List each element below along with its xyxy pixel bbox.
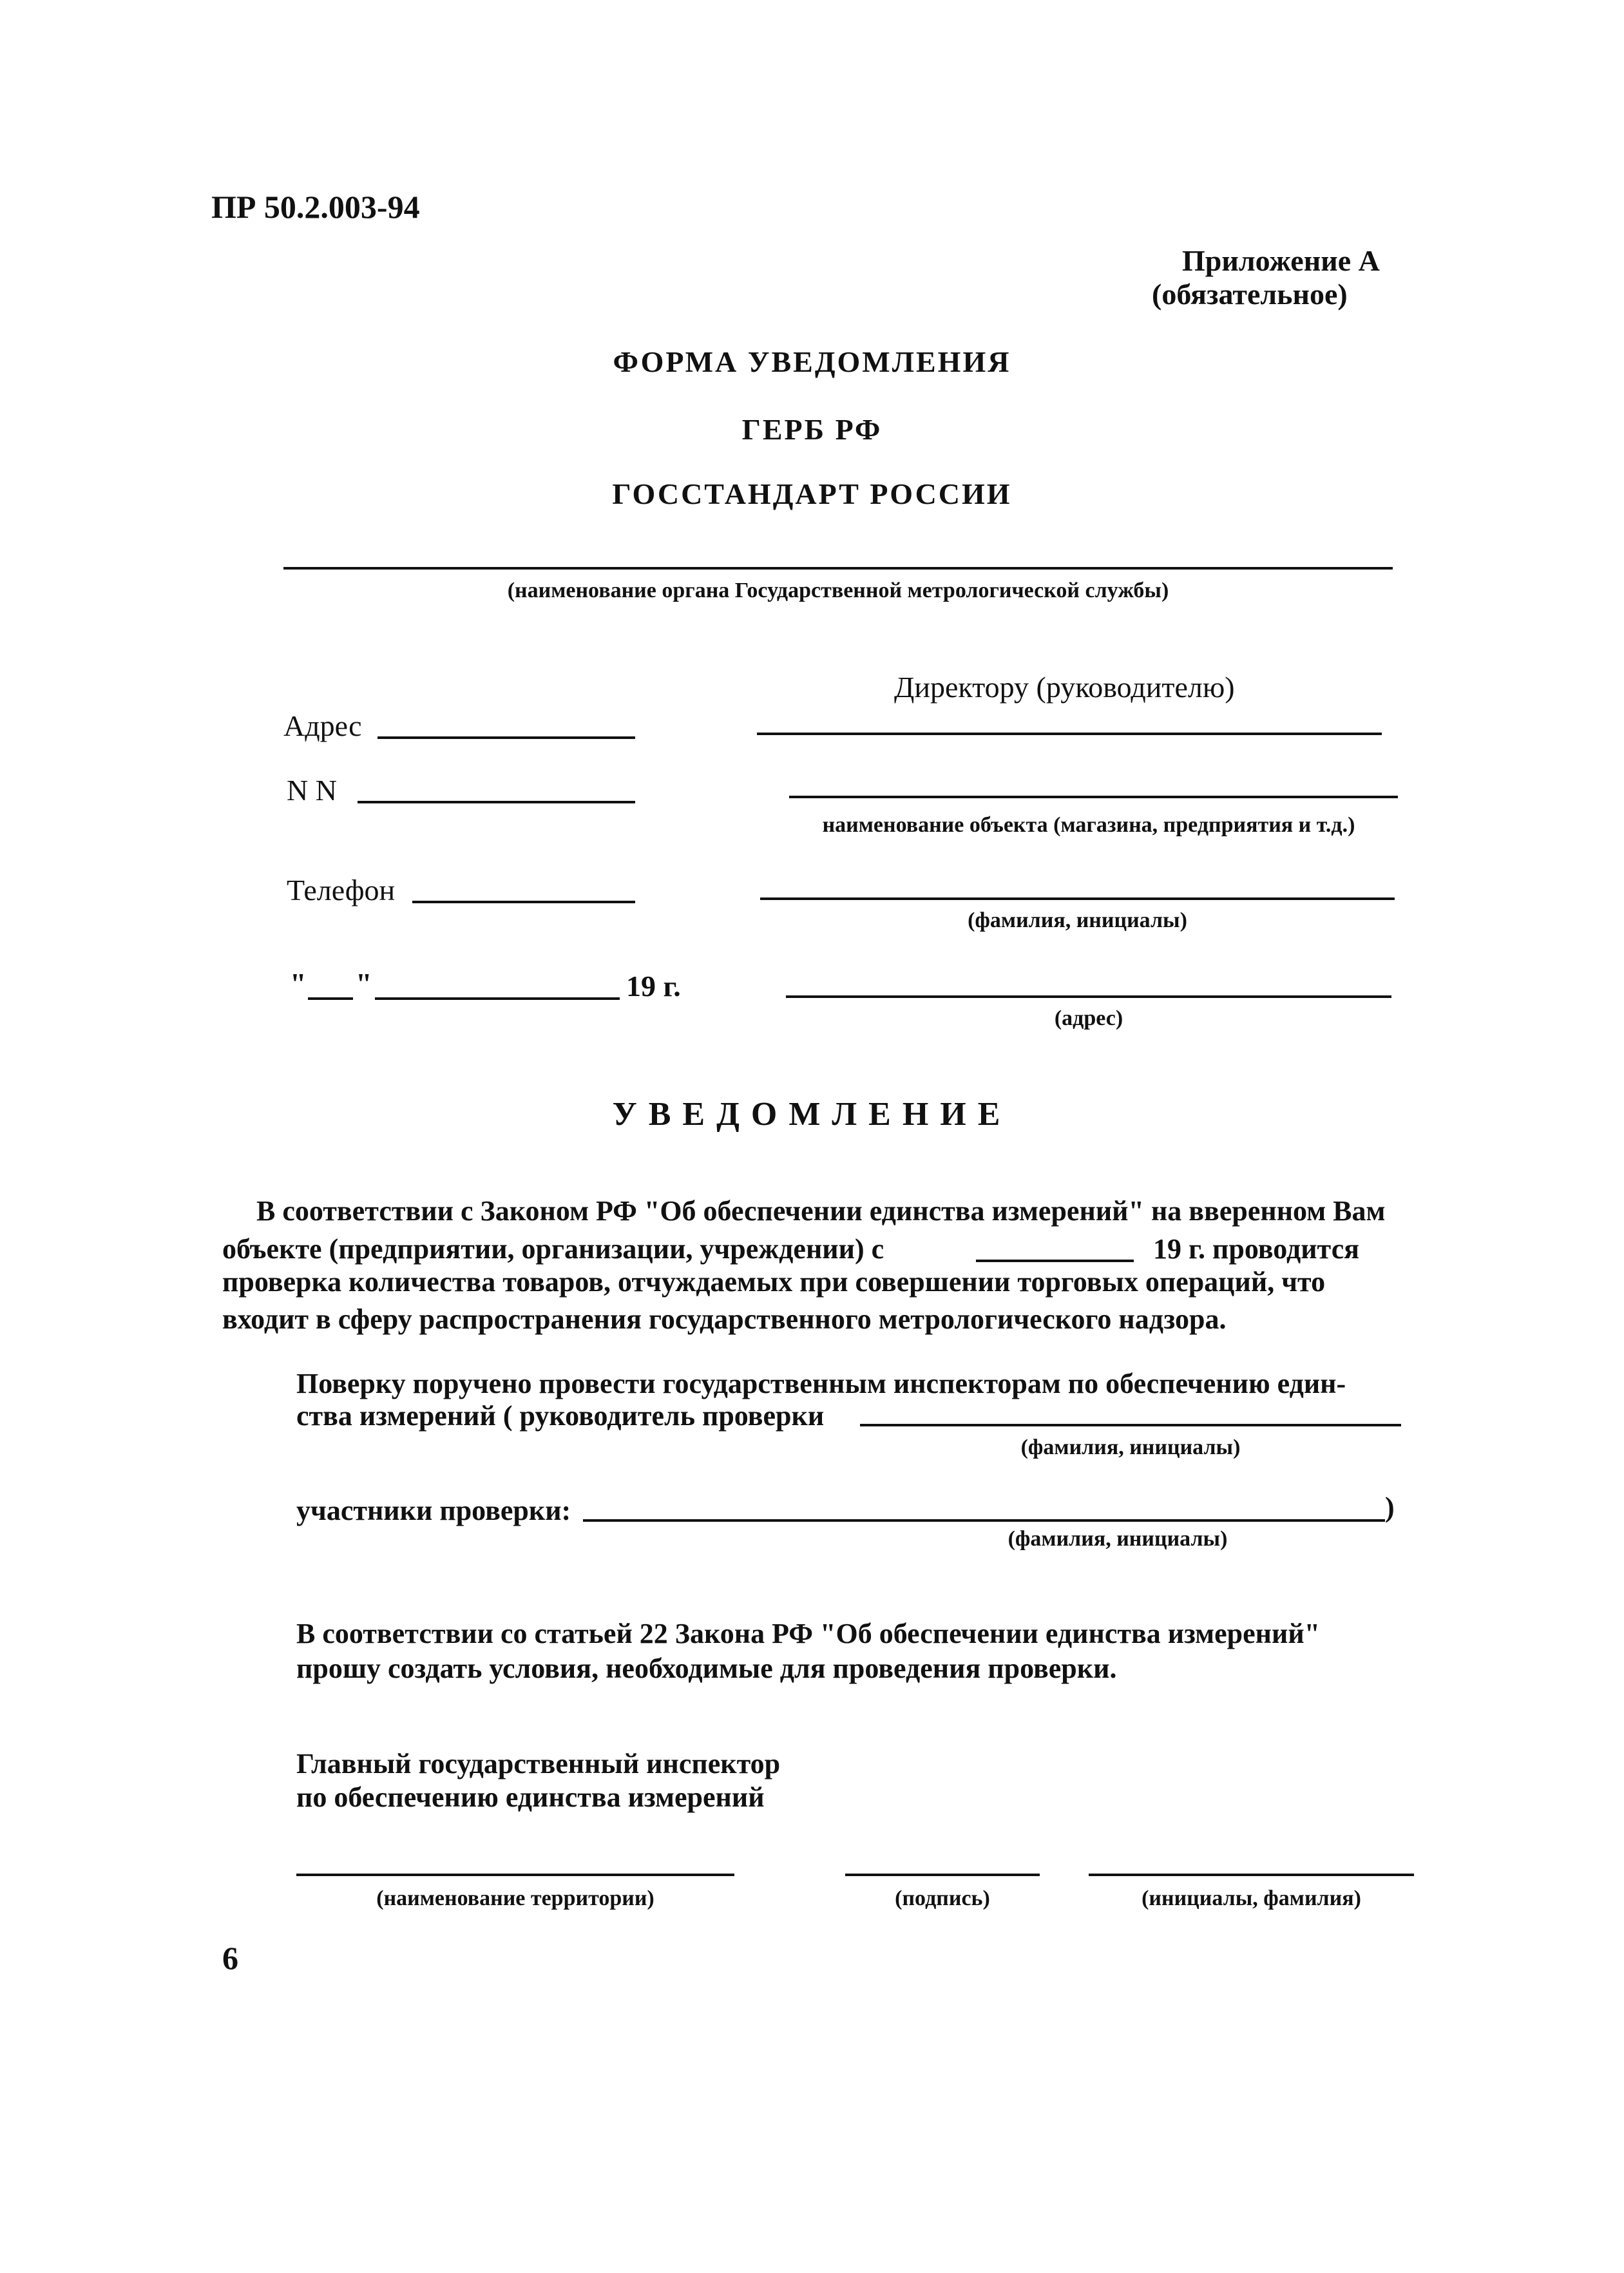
organ-name-line: [283, 567, 1393, 570]
phone-label: Телефон: [287, 874, 396, 906]
nn-line: [358, 801, 635, 803]
organ-name-caption: (наименование органа Государственной метрологической службы): [507, 579, 1169, 602]
signature-line: [845, 1874, 1040, 1876]
recipient-name-line: [760, 897, 1395, 900]
participants-close-paren: ): [1385, 1491, 1395, 1523]
inspector-title-line-2: по обеспечению единства измерений: [296, 1781, 765, 1813]
recipient-line-2: [789, 796, 1398, 798]
start-date-line: [976, 1260, 1134, 1262]
appendix-label: Приложение А: [1182, 244, 1380, 277]
phone-line: [412, 901, 635, 903]
address-line: [377, 736, 635, 739]
recipient-name-caption: (фамилия, инициалы): [968, 908, 1187, 932]
address-label: Адрес: [283, 709, 362, 742]
paragraph-2-line-1: Поверку поручено провести государственным инспекторам по обеспечению един-: [296, 1368, 1346, 1399]
paragraph-4-line-1: В соответствии со статьей 22 Закона РФ "Об обеспечении единства измерений": [296, 1618, 1321, 1649]
paragraph-1-line-3: проверка количества товаров, отчуждаемых при совершении торговых операций, что: [222, 1266, 1326, 1298]
object-caption: наименование объекта (магазина, предприятия и т.д.): [822, 813, 1355, 837]
initials-line: [1089, 1874, 1414, 1876]
participants-label: участники проверки:: [296, 1495, 571, 1526]
page-number: 6: [222, 1940, 238, 1976]
date-year: 19 г.: [626, 970, 681, 1002]
inspection-lead-caption: (фамилия, инициалы): [1020, 1435, 1241, 1459]
recipient-address-line: [786, 995, 1391, 998]
paragraph-1-line-2b: 19 г. проводится: [1153, 1233, 1360, 1265]
paragraph-1-line-2a: объекте (предприятии, организации, учреждении) с: [222, 1233, 884, 1265]
signature-caption: (подпись): [895, 1886, 990, 1910]
paragraph-1-line-1: В соответствии с Законом РФ "Об обеспечении единства измерений" на вверенном Вам: [256, 1195, 1386, 1227]
agency-title: ГОССТАНДАРТ РОССИИ: [612, 477, 1012, 510]
notice-title: УВЕДОМЛЕНИЕ: [612, 1096, 1012, 1133]
territory-line: [296, 1874, 734, 1876]
paragraph-2-line-2: ства измерений ( руководитель проверки: [296, 1400, 825, 1432]
date-month-line: [375, 997, 620, 1000]
recipient-address-caption: (адрес): [1054, 1006, 1123, 1030]
emblem-title: ГЕРБ РФ: [741, 413, 883, 446]
inspection-lead-line: [860, 1424, 1401, 1426]
initials-caption: (инициалы, фамилия): [1142, 1886, 1361, 1910]
date-day-line: [308, 997, 353, 1000]
participants-line: [583, 1519, 1385, 1522]
territory-caption: (наименование территории): [376, 1886, 654, 1910]
paragraph-1-line-4: входит в сферу распространения государственного метрологического надзора.: [222, 1303, 1227, 1335]
participants-caption: (фамилия, инициалы): [1008, 1527, 1228, 1551]
form-title: ФОРМА УВЕДОМЛЕНИЯ: [613, 345, 1011, 378]
document-code: ПР 50.2.003-94: [211, 189, 420, 225]
date-quote-close: ": [356, 967, 372, 1000]
paragraph-4-line-2: прошу создать условия, необходимые для проведения проверки.: [296, 1653, 1117, 1684]
recipient-line-1: [757, 733, 1382, 735]
inspector-title-line-1: Главный государственный инспектор: [296, 1748, 781, 1779]
appendix-note: (обязательное): [1152, 278, 1348, 311]
nn-label: N N: [287, 774, 337, 807]
date-quote-open: ": [290, 967, 307, 1000]
recipient-heading: Директору (руководителю): [894, 671, 1235, 704]
